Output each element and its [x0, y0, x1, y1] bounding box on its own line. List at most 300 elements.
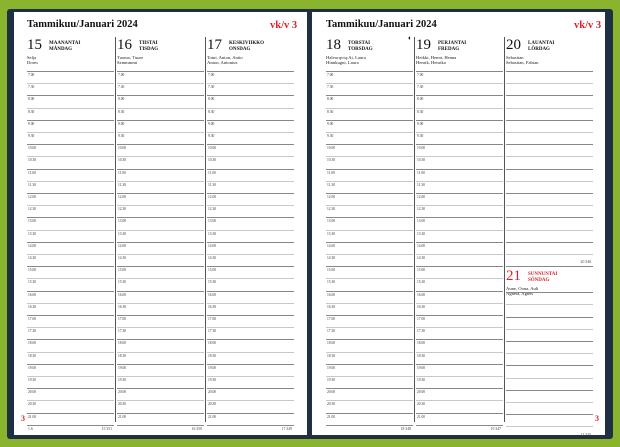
time-label: 20.30: [28, 402, 37, 407]
time-label: 15.30: [28, 280, 37, 285]
time-label: 17.00: [417, 317, 426, 321]
time-row: [117, 339, 204, 346]
time-label: 17.30: [417, 329, 426, 334]
time-label: 18.30: [327, 353, 336, 358]
day-header: [416, 37, 503, 71]
time-row: [416, 291, 503, 297]
time-row: [117, 230, 204, 236]
time-row: [326, 303, 413, 309]
time-row: [506, 71, 593, 72]
name-day: Selja: [27, 55, 37, 60]
time-label: 11.00: [118, 170, 126, 175]
name-day: Tuomo, Tuure: [117, 55, 144, 60]
name-day: Dores: [27, 60, 38, 66]
time-label: 13.30: [327, 231, 336, 236]
time-row: [207, 95, 294, 102]
name-day: Agneta, Agnes: [506, 291, 534, 297]
time-label: 20.00: [208, 390, 217, 395]
time-label: 14.00: [28, 243, 37, 248]
time-label: 15.30: [327, 280, 336, 285]
time-row: [326, 400, 413, 407]
time-label: 11.30: [208, 182, 216, 187]
month-title: Tammikuu/Januari 2024: [326, 19, 437, 30]
time-row: [416, 339, 503, 346]
time-label: 13.30: [208, 231, 217, 236]
time-row: [416, 376, 503, 382]
time-label: 17.00: [327, 317, 336, 321]
day-name-sv: SÖNDAG: [528, 278, 550, 284]
day-name-fi: PERJANTAI: [438, 41, 467, 46]
day-number: 15: [27, 37, 42, 53]
time-row: [117, 352, 204, 358]
time-row: [117, 303, 204, 309]
time-row: [416, 205, 503, 212]
time-row: [207, 376, 294, 382]
time-label: 8.30: [327, 109, 334, 114]
time-row: [117, 364, 204, 370]
day-column: [506, 268, 593, 437]
day-name-fi: TIISTAI: [139, 41, 158, 46]
time-label: 9.00: [118, 121, 125, 126]
time-row: [207, 291, 294, 297]
time-row: [326, 339, 413, 346]
time-row: [326, 278, 413, 285]
time-row: [27, 181, 114, 187]
time-row: [506, 317, 593, 318]
time-row: [326, 83, 413, 90]
name-days: [506, 55, 538, 65]
time-row: [416, 132, 503, 138]
time-row: [207, 327, 294, 334]
time-label: 10.30: [118, 158, 127, 163]
day-name-sv: FREDAG: [438, 47, 460, 52]
time-label: 13.00: [208, 219, 217, 224]
time-label: 8.00: [327, 97, 334, 102]
month-title: Tammikuu/Januari 2024: [27, 19, 138, 30]
time-label: 10.30: [208, 158, 217, 163]
time-row: [27, 71, 114, 77]
time-label: 8.00: [417, 97, 424, 102]
time-label: 17.30: [208, 329, 217, 334]
time-label: 11.00: [417, 170, 425, 175]
time-label: 7.00: [28, 73, 35, 77]
time-row: [416, 169, 503, 175]
time-label: 8.30: [208, 109, 215, 114]
time-row: [27, 364, 114, 370]
time-row: [117, 120, 204, 126]
time-row: [117, 205, 204, 212]
time-label: 18.00: [208, 341, 217, 346]
time-label: 13.00: [417, 219, 426, 224]
time-row: [27, 205, 114, 212]
time-label: 10.30: [417, 158, 426, 163]
time-label: 19.00: [28, 365, 37, 370]
corner-mark: 3: [21, 414, 25, 423]
time-row: [416, 193, 503, 199]
time-row: [117, 193, 204, 199]
time-label: 14.30: [208, 256, 217, 260]
time-row: [506, 230, 593, 231]
time-row: [27, 217, 114, 224]
time-label: 19.30: [118, 378, 127, 382]
time-row: [416, 388, 503, 395]
name-day: Aune, Oona, Auli: [506, 286, 539, 292]
time-label: 10.00: [28, 146, 37, 151]
time-label: 12.30: [208, 207, 217, 212]
time-row: [506, 144, 593, 145]
time-label: 8.00: [118, 97, 125, 102]
time-row: [326, 352, 413, 358]
day-number: 18: [326, 37, 341, 53]
time-row: [117, 169, 204, 175]
time-label: 16.30: [208, 304, 217, 309]
time-row: [416, 83, 503, 90]
time-row: [207, 339, 294, 346]
day-column: [326, 37, 413, 431]
column-divider: [205, 37, 206, 422]
day-column: [416, 37, 503, 431]
time-label: 9.30: [208, 134, 215, 138]
time-row: [27, 376, 114, 382]
name-days: [326, 55, 366, 65]
time-row: [506, 390, 593, 391]
time-label: 20.30: [118, 402, 127, 407]
time-label: 10.00: [208, 146, 217, 151]
time-label: 20.00: [417, 390, 426, 395]
time-row: [117, 108, 204, 114]
time-label: 19.00: [118, 365, 127, 370]
day-of-year: 20 346: [580, 260, 591, 265]
time-row: [207, 413, 294, 419]
time-label: 11.00: [208, 170, 216, 175]
time-row: [27, 193, 114, 199]
time-label: 16.30: [327, 304, 336, 309]
time-label: 15.00: [118, 268, 127, 273]
name-day: Tomi, Anton, Antto: [207, 55, 243, 60]
time-row: [326, 376, 413, 382]
time-label: 14.30: [327, 256, 336, 260]
time-label: 13.30: [118, 231, 127, 236]
time-row: [117, 242, 204, 248]
time-row: [506, 205, 593, 206]
time-row: [326, 71, 413, 77]
time-row: [326, 388, 413, 395]
time-row: [506, 83, 593, 84]
time-row: [117, 291, 204, 297]
time-row: [207, 83, 294, 90]
time-row: [506, 181, 593, 182]
time-row: [506, 132, 593, 133]
time-label: 12.00: [208, 195, 217, 199]
time-row: [326, 132, 413, 138]
time-row: [326, 205, 413, 212]
time-row: [416, 181, 503, 187]
time-label: 7.30: [118, 85, 125, 90]
time-label: 18.30: [417, 353, 426, 358]
time-row: [207, 266, 294, 273]
name-day: Sebastian: [506, 55, 524, 60]
time-row: [326, 169, 413, 175]
time-label: 21.00: [118, 414, 127, 419]
time-row: [117, 132, 204, 138]
time-row: [506, 341, 593, 342]
time-label: 7.30: [28, 85, 35, 90]
time-row: [506, 414, 593, 415]
time-label: 7.30: [417, 85, 424, 90]
time-label: 13.30: [28, 231, 37, 236]
column-divider: [504, 37, 505, 422]
day-name-fi: MAANANTAI: [49, 41, 81, 46]
time-row: [416, 364, 503, 370]
right-page: [312, 12, 605, 435]
time-row: [117, 315, 204, 321]
time-row: [117, 388, 204, 395]
time-label: 19.30: [28, 378, 37, 382]
time-row: [506, 402, 593, 403]
time-row: [207, 400, 294, 407]
time-row: [416, 71, 503, 77]
time-row: [326, 108, 413, 114]
time-label: 17.30: [28, 329, 37, 334]
time-row: [27, 169, 114, 175]
time-label: 15.00: [208, 268, 217, 273]
time-label: 21.00: [417, 414, 426, 419]
time-label: 7.00: [417, 73, 424, 77]
time-label: 7.30: [208, 85, 215, 90]
time-row: [506, 292, 593, 293]
time-label: 8.00: [28, 97, 35, 102]
time-label: 19.00: [327, 365, 336, 370]
time-row: [207, 230, 294, 236]
week-label: vk/v 3: [574, 20, 602, 31]
time-label: 15.30: [208, 280, 217, 285]
time-label: 21.00: [327, 414, 336, 419]
time-row: [506, 242, 593, 243]
time-label: 19.00: [208, 365, 217, 370]
name-day: Sebastian, Fabian: [506, 60, 539, 66]
time-label: 17.00: [118, 317, 127, 321]
time-label: 13.00: [118, 219, 127, 224]
time-label: 15.00: [417, 268, 426, 273]
time-row: [326, 291, 413, 297]
time-row: [27, 400, 114, 407]
day-of-year: 15 351: [101, 426, 112, 431]
time-row: [117, 413, 204, 419]
day-of-year: 17 349: [281, 426, 292, 431]
time-label: 12.30: [28, 207, 37, 212]
day-name: [438, 41, 466, 53]
time-row: [326, 254, 413, 260]
time-row: [506, 120, 593, 121]
week-footer-left: 1.6: [28, 426, 33, 431]
name-days: [207, 55, 243, 65]
name-day: Henrik, Henrika: [416, 60, 446, 66]
time-row: [207, 352, 294, 358]
time-row: [207, 193, 294, 199]
time-label: 12.00: [118, 195, 127, 199]
day-number: 16: [117, 37, 132, 53]
time-row: [117, 95, 204, 102]
time-row: [117, 156, 204, 163]
time-row: [207, 205, 294, 212]
time-label: 11.30: [327, 182, 335, 187]
time-row: [207, 254, 294, 260]
day-name-sv: TISDAG: [139, 47, 159, 52]
time-row: [326, 266, 413, 273]
time-row: [117, 254, 204, 260]
time-label: 15.30: [417, 280, 426, 285]
time-label: 16.00: [118, 292, 127, 297]
time-row: [326, 144, 413, 151]
time-label: 10.00: [327, 146, 336, 151]
time-label: 10.30: [28, 158, 37, 163]
time-row: [326, 230, 413, 236]
time-label: 9.00: [417, 121, 424, 126]
time-label: 10.00: [417, 146, 426, 151]
time-label: 16.00: [208, 292, 217, 297]
time-label: 18.00: [28, 341, 37, 346]
time-label: 18.30: [28, 353, 37, 358]
time-label: 19.30: [208, 378, 217, 382]
time-label: 17.30: [327, 329, 336, 334]
time-row: [416, 217, 503, 224]
time-label: 7.00: [118, 73, 125, 77]
time-row: [326, 181, 413, 187]
time-row: [416, 266, 503, 273]
time-label: 18.00: [417, 341, 426, 346]
time-label: 18.00: [327, 341, 336, 346]
time-row: [27, 352, 114, 358]
time-row: [506, 304, 593, 305]
time-row: [207, 242, 294, 248]
time-label: 8.00: [208, 97, 215, 102]
time-row: [416, 303, 503, 309]
day-column: [117, 37, 204, 431]
time-row: [207, 278, 294, 285]
time-label: 12.30: [327, 207, 336, 212]
time-row: [506, 426, 593, 427]
day-column: [207, 37, 294, 431]
name-day: Heikki, Henni, Henna: [416, 55, 457, 60]
time-label: 17.00: [28, 317, 37, 321]
time-row: [207, 144, 294, 151]
day-separator: [506, 266, 593, 267]
time-label: 7.00: [208, 73, 215, 77]
day-name-fi: SUNNUNTAI: [528, 272, 558, 278]
time-row: [207, 132, 294, 138]
time-row: [506, 108, 593, 109]
time-row: [506, 254, 593, 255]
time-label: 12.30: [417, 207, 426, 212]
time-label: 8.30: [28, 109, 35, 114]
time-row: [416, 400, 503, 407]
time-row: [506, 353, 593, 354]
time-row: [27, 315, 114, 321]
time-row: [506, 193, 593, 194]
time-row: [207, 71, 294, 77]
time-row: [117, 266, 204, 273]
time-row: [506, 329, 593, 330]
time-row: [27, 425, 114, 426]
day-name: [528, 272, 557, 284]
day-header: [207, 37, 294, 71]
time-row: [27, 83, 114, 90]
time-row: [27, 291, 114, 297]
time-row: [416, 156, 503, 163]
time-row: [27, 95, 114, 102]
time-label: 18.30: [208, 353, 217, 358]
time-row: [416, 352, 503, 358]
time-label: 9.00: [327, 121, 334, 126]
time-label: 11.30: [118, 182, 126, 187]
time-row: [416, 425, 503, 426]
name-days: [117, 55, 143, 65]
time-row: [27, 266, 114, 273]
day-number: 17: [207, 37, 222, 53]
time-row: [506, 217, 593, 218]
time-row: [326, 193, 413, 199]
time-label: 14.00: [118, 243, 127, 248]
time-label: 18.00: [118, 341, 127, 346]
week-label: vk/v 3: [270, 20, 298, 31]
time-label: 20.00: [28, 390, 37, 395]
time-label: 17.30: [118, 329, 127, 334]
name-day: Halvorqviq:Ai, Laura: [326, 55, 366, 60]
time-label: 11.00: [327, 170, 335, 175]
time-row: [207, 315, 294, 321]
time-label: 15.00: [28, 268, 37, 273]
time-label: 16.30: [118, 304, 127, 309]
time-row: [326, 425, 413, 426]
time-row: [207, 388, 294, 395]
time-row: [326, 315, 413, 321]
time-row: [27, 108, 114, 114]
time-label: 11.30: [417, 182, 425, 187]
time-row: [416, 254, 503, 260]
day-header: [326, 37, 413, 71]
time-row: [207, 108, 294, 114]
time-row: [207, 303, 294, 309]
time-label: 9.30: [118, 134, 125, 138]
day-column: [27, 37, 114, 431]
time-label: 14.30: [28, 256, 37, 260]
time-row: [416, 95, 503, 102]
time-row: [27, 339, 114, 346]
time-label: 14.00: [417, 243, 426, 248]
time-label: 20.00: [118, 390, 127, 395]
time-row: [207, 169, 294, 175]
time-label: 13.00: [327, 219, 336, 224]
time-row: [117, 327, 204, 334]
time-label: 11.30: [28, 182, 36, 187]
time-label: 21.00: [28, 414, 37, 419]
day-name-sv: TORSDAG: [348, 47, 373, 52]
day-name: [139, 41, 158, 53]
day-number: 20: [506, 37, 521, 53]
time-row: [416, 278, 503, 285]
time-label: 15.00: [327, 268, 336, 273]
time-label: 15.30: [118, 280, 127, 285]
time-row: [117, 376, 204, 382]
time-label: 11.00: [28, 170, 36, 175]
time-label: 16.30: [417, 304, 426, 309]
time-label: 21.00: [208, 414, 217, 419]
time-row: [117, 400, 204, 407]
time-label: 20.00: [327, 390, 336, 395]
time-label: 16.00: [28, 292, 37, 297]
day-name-fi: LAUANTAI: [528, 41, 555, 46]
time-label: 20.30: [327, 402, 336, 407]
